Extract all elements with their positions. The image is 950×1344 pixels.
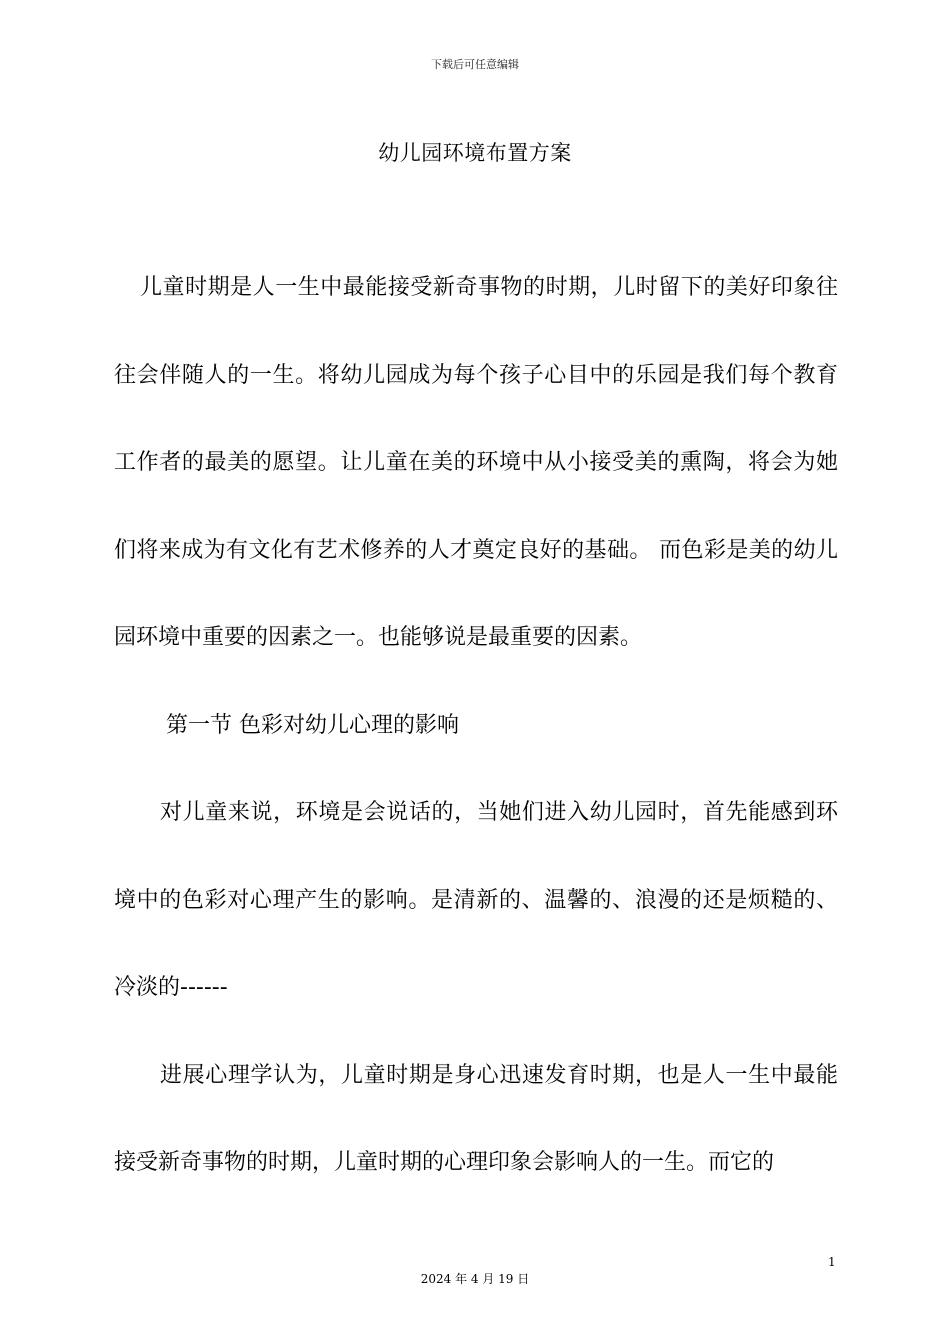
page-number: 1 bbox=[828, 1255, 836, 1269]
document-title: 幼儿园环境布置方案 bbox=[378, 141, 572, 165]
paragraph-psychology: 进展心理学认为，儿童时期是身心迅速发育时期，也是人一生中最能接受新奇事物的时期，儿童时期的心理印象会影响人的一生。而它的 bbox=[114, 1062, 838, 1175]
paragraph-environment: 对儿童来说，环境是会说话的，当她们进入幼儿园时，首先能感到环境中的色彩对心理产生的影响。是清新的、温馨的、浪漫的还是烦糙的、冷淡的------ bbox=[114, 800, 838, 1000]
page-header: 下载后可任意编辑 bbox=[431, 58, 519, 71]
document-body bbox=[114, 244, 838, 1207]
page-footer-date: 2024 年 4 月 19 日 bbox=[420, 1272, 530, 1286]
paragraph-intro: 儿童时期是人一生中最能接受新奇事物的时期，儿时留下的美好印象往往会伴随人的一生。将幼儿园成为每个孩子心目中的乐园是我们每个教育工作者的最美的愿望。让儿童在美的环境中从小接受美的熏陶，将会为她们将来成为有文化有艺术修养的人才奠定良好的基础。 而色彩是美的幼儿园环境中重要的因素之一。也能够说是最重要的因素。 bbox=[114, 275, 838, 650]
section-heading: 第一节 色彩对幼儿心理的影响 bbox=[166, 712, 459, 738]
